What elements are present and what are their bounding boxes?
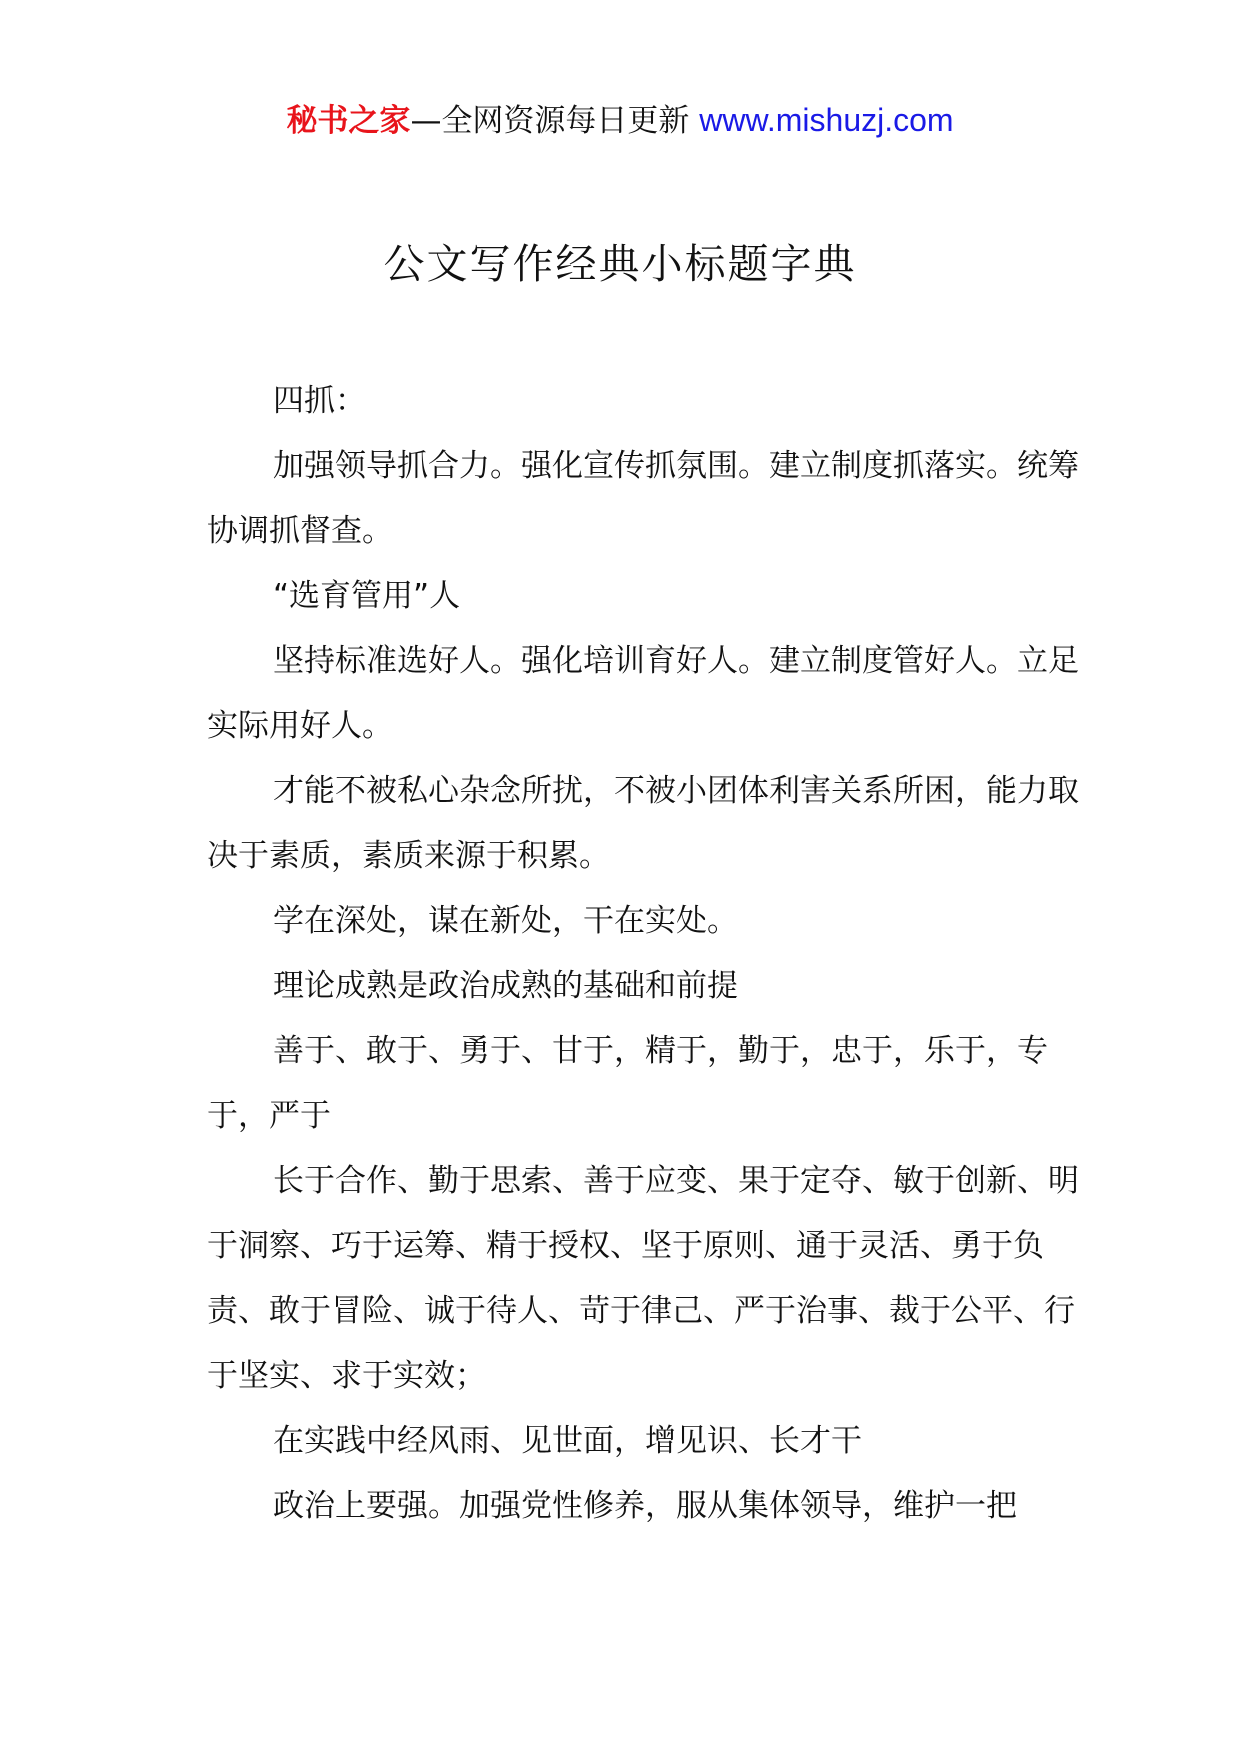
header-tagline: —全网资源每日更新 — [410, 103, 700, 139]
paragraph: 才能不被私心杂念所扰，不被小团体利害关系所困，能力取决于素质，素质来源于积累。 — [207, 773, 1079, 874]
paragraph: 长于合作、勤于思索、善于应变、果于定夺、敏于创新、明于洞察、巧于运筹、精于授权、坚于原则、通于灵活、勇于负责、敢于冒险、诚于待人、苛于律己、严于治事、裁于公平、行于坚实、求于实效； — [207, 1163, 1079, 1394]
paragraph: 加强领导抓合力。强化宣传抓氛围。建立制度抓落实。统筹协调抓督查。 — [207, 448, 1079, 549]
paragraph: 理论成熟是政治成熟的基础和前提 — [273, 968, 738, 1004]
paragraph: 四抓： — [273, 383, 366, 419]
paragraph: 善于、敢于、勇于、甘于，精于，勤于，忠于，乐于，专于，严于 — [207, 1033, 1048, 1134]
page-header — [0, 100, 1240, 141]
paragraph: “选育管用”人 — [273, 578, 461, 614]
document-title: 公文写作经典小标题字典 — [383, 240, 857, 288]
paragraph: 在实践中经风雨、见世面，增见识、长才干 — [273, 1423, 862, 1459]
brand-name: 秘书之家 — [286, 103, 411, 139]
paragraph: 学在深处，谋在新处，干在实处。 — [273, 903, 738, 939]
document-body — [207, 369, 1087, 1539]
paragraph: 坚持标准选好人。强化培训育好人。建立制度管好人。立足实际用好人。 — [207, 643, 1079, 744]
site-url-link[interactable]: www.mishuzj.com — [699, 102, 954, 138]
paragraph: 政治上要强。加强党性修养，服从集体领导，维护一把 — [273, 1488, 1017, 1524]
